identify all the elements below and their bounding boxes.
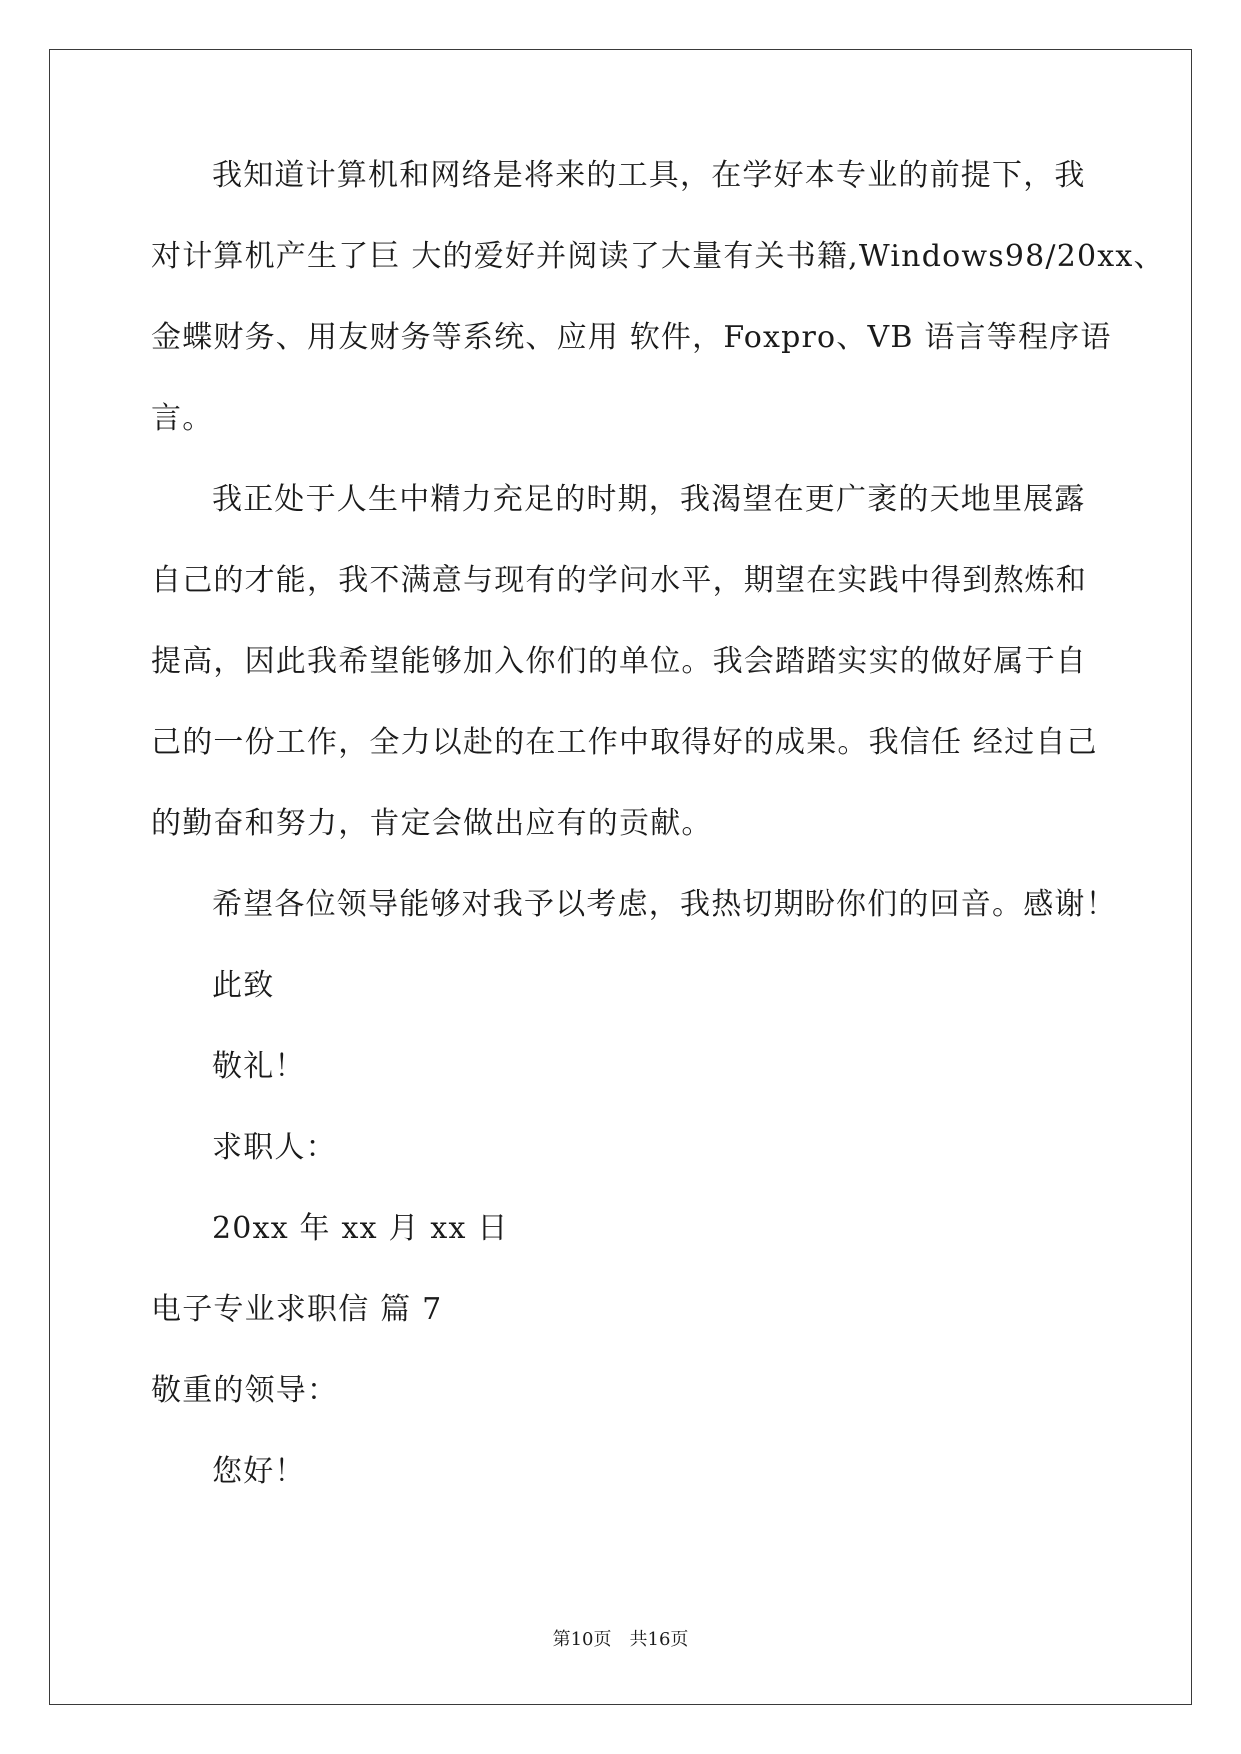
text-line: 对计算机产生了巨 大的爱好并阅读了大量有关书籍,Windows98/20xx、 [151,239,1165,274]
closing-regards: 敬礼！ [212,1049,306,1084]
letter-greeting: 敬重的领导： [151,1373,339,1408]
section-heading: 电子专业求职信 篇 7 [151,1292,443,1327]
text-line: 希望各位领导能够对我予以考虑，我热切期盼你们的回音。感谢！ [212,887,1117,922]
page-number: 第10页 共16页 [552,1629,689,1650]
text-line: 我正处于人生中精力充足的时期，我渴望在更广袤的天地里展露 [212,482,1086,517]
letter-date: 20xx 年 xx 月 xx 日 [212,1211,509,1246]
letter-hello: 您好！ [212,1454,306,1489]
text-line: 己的一份工作，全力以赴的在工作中取得好的成果。我信任 经过自己 [151,725,1098,760]
text-line: 言。 [151,401,214,436]
closing-salutation: 此致 [212,968,275,1003]
text-line: 我知道计算机和网络是将来的工具，在学好本专业的前提下，我 [212,158,1086,193]
text-line: 自己的才能，我不满意与现有的学问水平，期望在实践中得到熬炼和 [151,563,1087,598]
text-line: 提高，因此我希望能够加入你们的单位。我会踏踏实实的做好属于自 [151,644,1087,679]
text-line: 的勤奋和努力，肯定会做出应有的贡献。 [151,806,713,841]
applicant-label: 求职人： [212,1130,337,1165]
text-line: 金蝶财务、用友财务等系统、应用 软件，Foxpro、VB 语言等程序语 [151,320,1112,355]
